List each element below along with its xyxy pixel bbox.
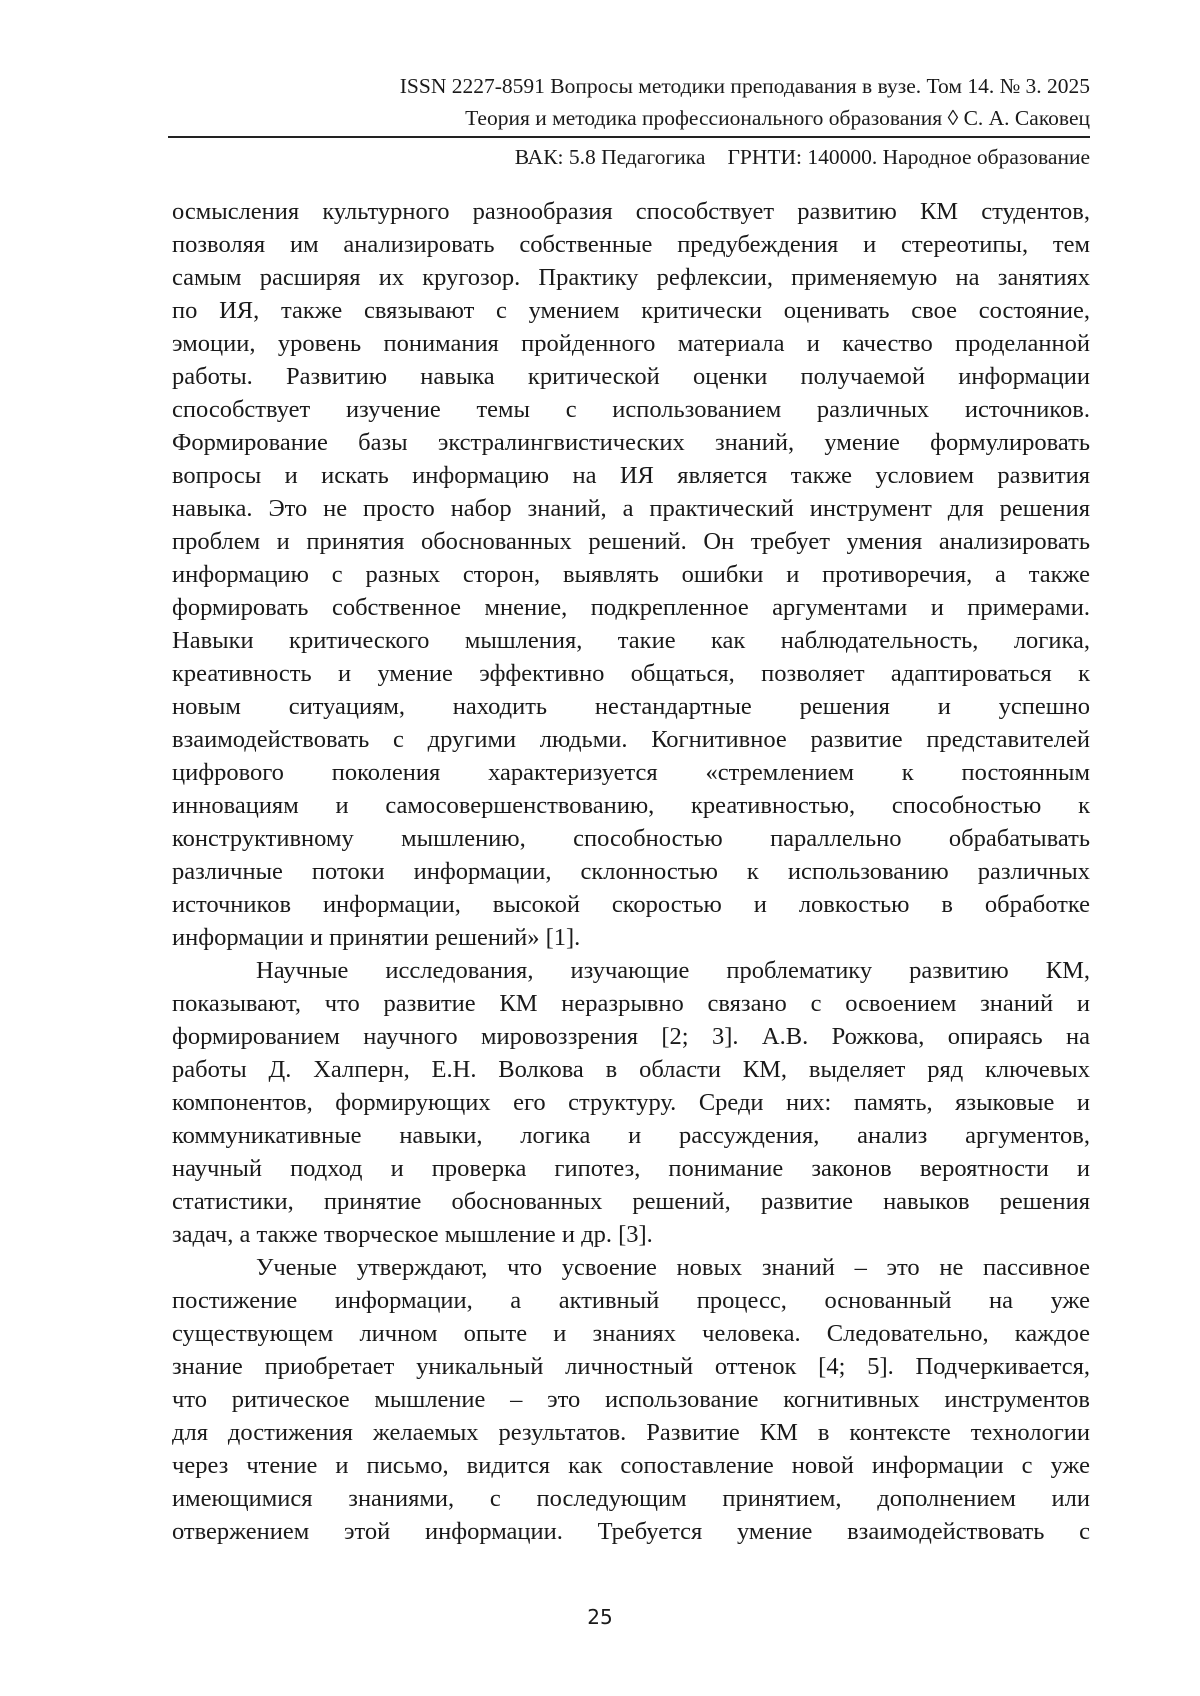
- text-line: существующем личном опыте и знаниях человека. Следовательно, каждое: [172, 1320, 1090, 1347]
- text-line: имеющимися знаниями, с последующим принятием, дополнением или: [172, 1485, 1090, 1512]
- text-line: информацию с разных сторон, выявлять ошибки и противоречия, а также: [172, 561, 1090, 588]
- text-line: отвержением этой информации. Требуется умение взаимодействовать с: [172, 1518, 1090, 1545]
- text-line: Навыки критического мышления, такие как наблюдательность, логика,: [172, 627, 1090, 654]
- text-line: эмоции, уровень понимания пройденного материала и качество проделанной: [172, 330, 1090, 357]
- text-line: Научные исследования, изучающие проблематику развитию КМ,: [256, 957, 1090, 984]
- journal-line: ISSN 2227-8591 Вопросы методики преподавания в вузе. Том 14. № 3. 2025: [399, 74, 1090, 98]
- text-line: информации и принятии решений» [1].: [172, 924, 581, 951]
- text-line: через чтение и письмо, видится как сопоставление новой информации с уже: [172, 1452, 1090, 1479]
- text-line: взаимодействовать с другими людьми. Когнитивное развитие представителей: [172, 726, 1090, 753]
- text-line: источников информации, высокой скоростью и ловкостью в обработке: [172, 891, 1090, 918]
- text-line: конструктивному мышлению, способностью параллельно обрабатывать: [172, 825, 1090, 852]
- paragraph: [172, 954, 1090, 1251]
- text-line: постижение информации, а активный процесс, основанный на уже: [172, 1287, 1090, 1314]
- text-line: по ИЯ, также связывают с умением критически оценивать свое состояние,: [172, 297, 1090, 324]
- text-line: Ученые утверждают, что усвоение новых знаний – это не пассивное: [256, 1254, 1090, 1281]
- text-line: формированием научного мировоззрения [2; 3]. А.В. Рожкова, опираясь на: [172, 1023, 1090, 1050]
- text-line: новым ситуациям, находить нестандартные решения и успешно: [172, 693, 1090, 720]
- paragraph: [172, 1251, 1090, 1548]
- text-line: задач, а также творческое мышление и др. [3].: [172, 1221, 653, 1248]
- text-line: креативность и умение эффективно общаться, позволяет адаптироваться к: [172, 660, 1090, 687]
- text-line: навыка. Это не просто набор знаний, а практический инструмент для решения: [172, 495, 1090, 522]
- text-line: показывают, что развитие КМ неразрывно связано с освоением знаний и: [172, 990, 1090, 1017]
- page-number: 25: [587, 1605, 613, 1629]
- text-line: различные потоки информации, склонностью к использованию различных: [172, 858, 1090, 885]
- vak-code: ВАК: 5.8 Педагогика: [514, 145, 706, 169]
- text-line: что ритическое мышление – это использование когнитивных инструментов: [172, 1386, 1090, 1413]
- text-line: способствует изучение темы с использованием различных источников.: [172, 396, 1090, 423]
- text-line: самым расширяя их кругозор. Практику рефлексии, применяемую на занятиях: [172, 264, 1090, 291]
- running-header: [168, 70, 1090, 172]
- grnti-code: ГРНТИ: 140000. Народное образование: [727, 145, 1090, 169]
- text-line: инновациям и самосовершенствованию, креативностью, способностью к: [172, 792, 1090, 819]
- header-rule: [168, 136, 1090, 138]
- text-line: для достижения желаемых результатов. Развитие КМ в контексте технологии: [172, 1419, 1090, 1446]
- text-line: компонентов, формирующих его структуру. Среди них: память, языковые и: [172, 1089, 1090, 1116]
- text-line: проблем и принятия обоснованных решений. Он требует умения анализировать: [172, 528, 1090, 555]
- text-line: формировать собственное мнение, подкрепленное аргументами и примерами.: [172, 594, 1090, 621]
- text-line: знание приобретает уникальный личностный оттенок [4; 5]. Подчеркивается,: [172, 1353, 1090, 1380]
- text-line: статистики, принятие обоснованных решений, развитие навыков решения: [172, 1188, 1090, 1215]
- text-line: работы. Развитию навыка критической оценки получаемой информации: [172, 363, 1090, 390]
- text-line: Формирование базы экстралингвистических знаний, умение формулировать: [172, 429, 1090, 456]
- article-body: [172, 195, 1090, 1548]
- classification-line: [168, 142, 1090, 172]
- paragraph: [172, 195, 1090, 954]
- text-line: осмысления культурного разнообразия способствует развитию КМ студентов,: [172, 198, 1090, 225]
- text-line: позволяя им анализировать собственные предубеждения и стереотипы, тем: [172, 231, 1090, 258]
- text-line: коммуникативные навыки, логика и рассуждения, анализ аргументов,: [172, 1122, 1090, 1149]
- text-line: научный подход и проверка гипотез, понимание законов вероятности и: [172, 1155, 1090, 1182]
- section-author-line: Теория и методика профессионального образования ◊ С. А. Саковец: [465, 106, 1090, 130]
- text-line: цифрового поколения характеризуется «стремлением к постоянным: [172, 759, 1090, 786]
- text-line: вопросы и искать информацию на ИЯ является также условием развития: [172, 462, 1090, 489]
- text-line: работы Д. Халперн, Е.Н. Волкова в области КМ, выделяет ряд ключевых: [172, 1056, 1090, 1083]
